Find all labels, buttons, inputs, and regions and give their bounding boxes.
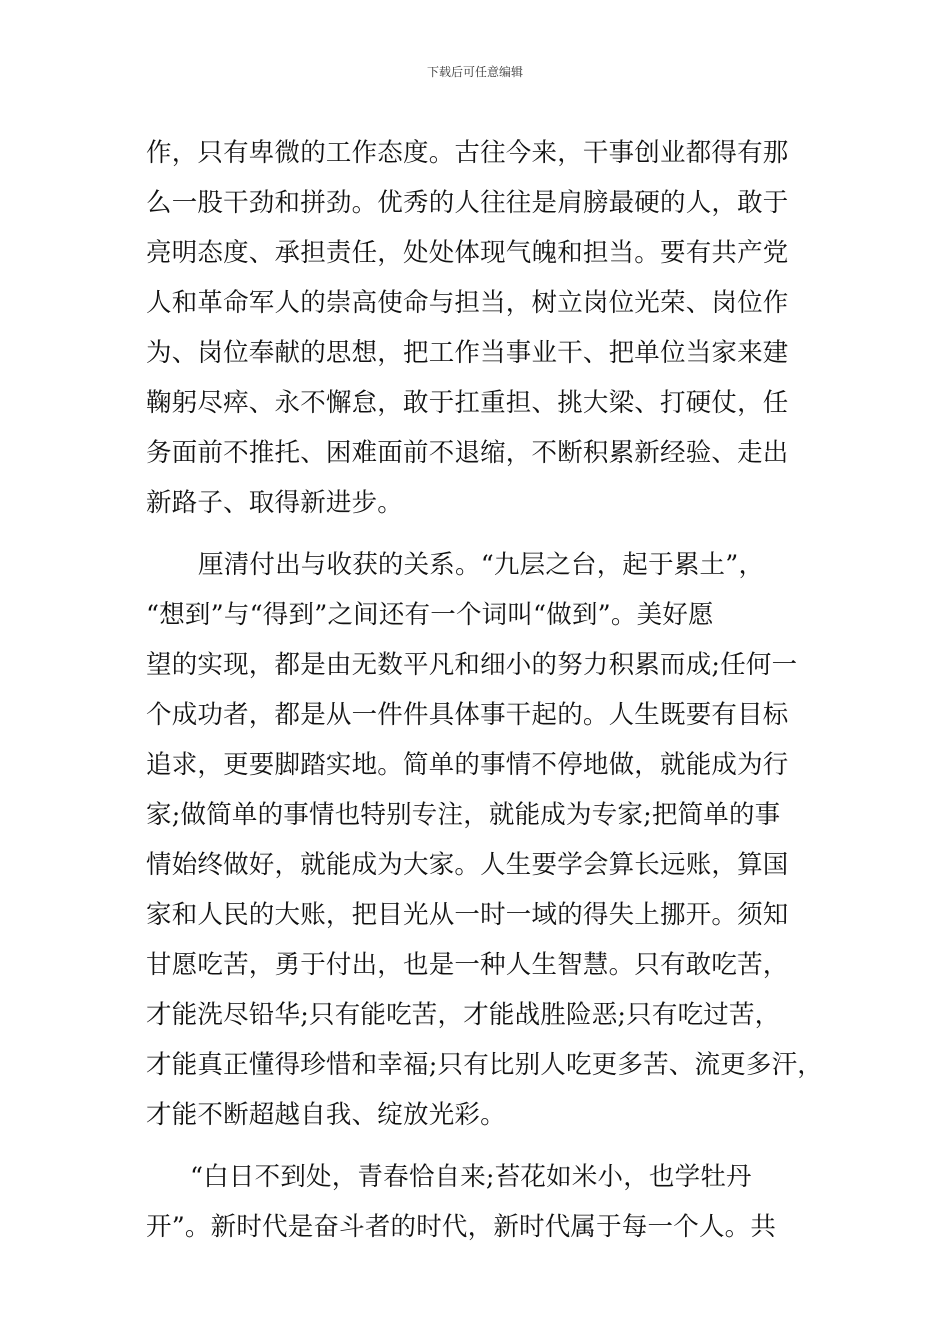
page-header: 下载后可任意编辑	[426, 65, 523, 79]
text-line: 情始终做好，就能成为大家。人生要学会算长远账，算国	[146, 850, 789, 880]
text-line: 望的实现，都是由无数平凡和细小的努力积累而成;任何一	[146, 650, 798, 680]
text-line: 家和人民的大账，把目光从一时一域的得失上挪开。须知	[146, 900, 789, 930]
text-line: 么一股干劲和拼劲。优秀的人往往是肩膀最硬的人，敢于	[146, 188, 789, 218]
text-line: 务面前不推托、困难面前不退缩，不断积累新经验、走出	[146, 438, 789, 468]
text-line: 人和革命军人的崇高使命与担当，树立岗位光荣、岗位作	[146, 288, 789, 318]
text-line: 个成功者，都是从一件件具体事干起的。人生既要有目标	[146, 700, 789, 730]
text-line: 家;做简单的事情也特别专注，就能成为专家;把简单的事	[146, 800, 781, 830]
text-line: 才能真正懂得珍惜和幸福;只有比别人吃更多苦、流更多汗，	[146, 1050, 823, 1080]
text-line: 开”。新时代是奋斗者的时代，新时代属于每一个人。共	[146, 1212, 777, 1242]
document-body	[146, 128, 823, 1252]
text-line: 才能洗尽铅华;只有能吃苦，才能战胜险恶;只有吃过苦，	[146, 1000, 781, 1030]
text-line: 作，只有卑微的工作态度。古往今来，干事创业都得有那	[146, 138, 789, 168]
text-line: 为、岗位奉献的思想，把工作当事业干、把单位当家来建	[146, 338, 789, 368]
text-line: 厘清付出与收获的关系。“九层之台，起于累土”，	[198, 550, 765, 580]
text-line: “想到”与“得到”之间还有一个词叫“做到”。美好愿	[146, 600, 714, 630]
text-line: 鞠躬尽瘁、永不懈怠，敢于扛重担、挑大梁、打硬仗，任	[146, 388, 789, 418]
paragraph	[146, 540, 823, 1140]
paragraph	[146, 128, 810, 528]
paragraph	[146, 1152, 810, 1252]
text-line: 甘愿吃苦，勇于付出，也是一种人生智慧。只有敢吃苦，	[146, 950, 789, 980]
text-line: 追求，更要脚踏实地。简单的事情不停地做，就能成为行	[146, 750, 789, 780]
text-line: 亮明态度、承担责任，处处体现气魄和担当。要有共产党	[146, 238, 789, 268]
text-line: 新路子、取得新进步。	[146, 488, 404, 518]
text-line: “白日不到处，青春恰自来;苔花如米小，也学牡丹	[190, 1162, 752, 1192]
text-line: 才能不断超越自我、绽放光彩。	[146, 1100, 506, 1130]
